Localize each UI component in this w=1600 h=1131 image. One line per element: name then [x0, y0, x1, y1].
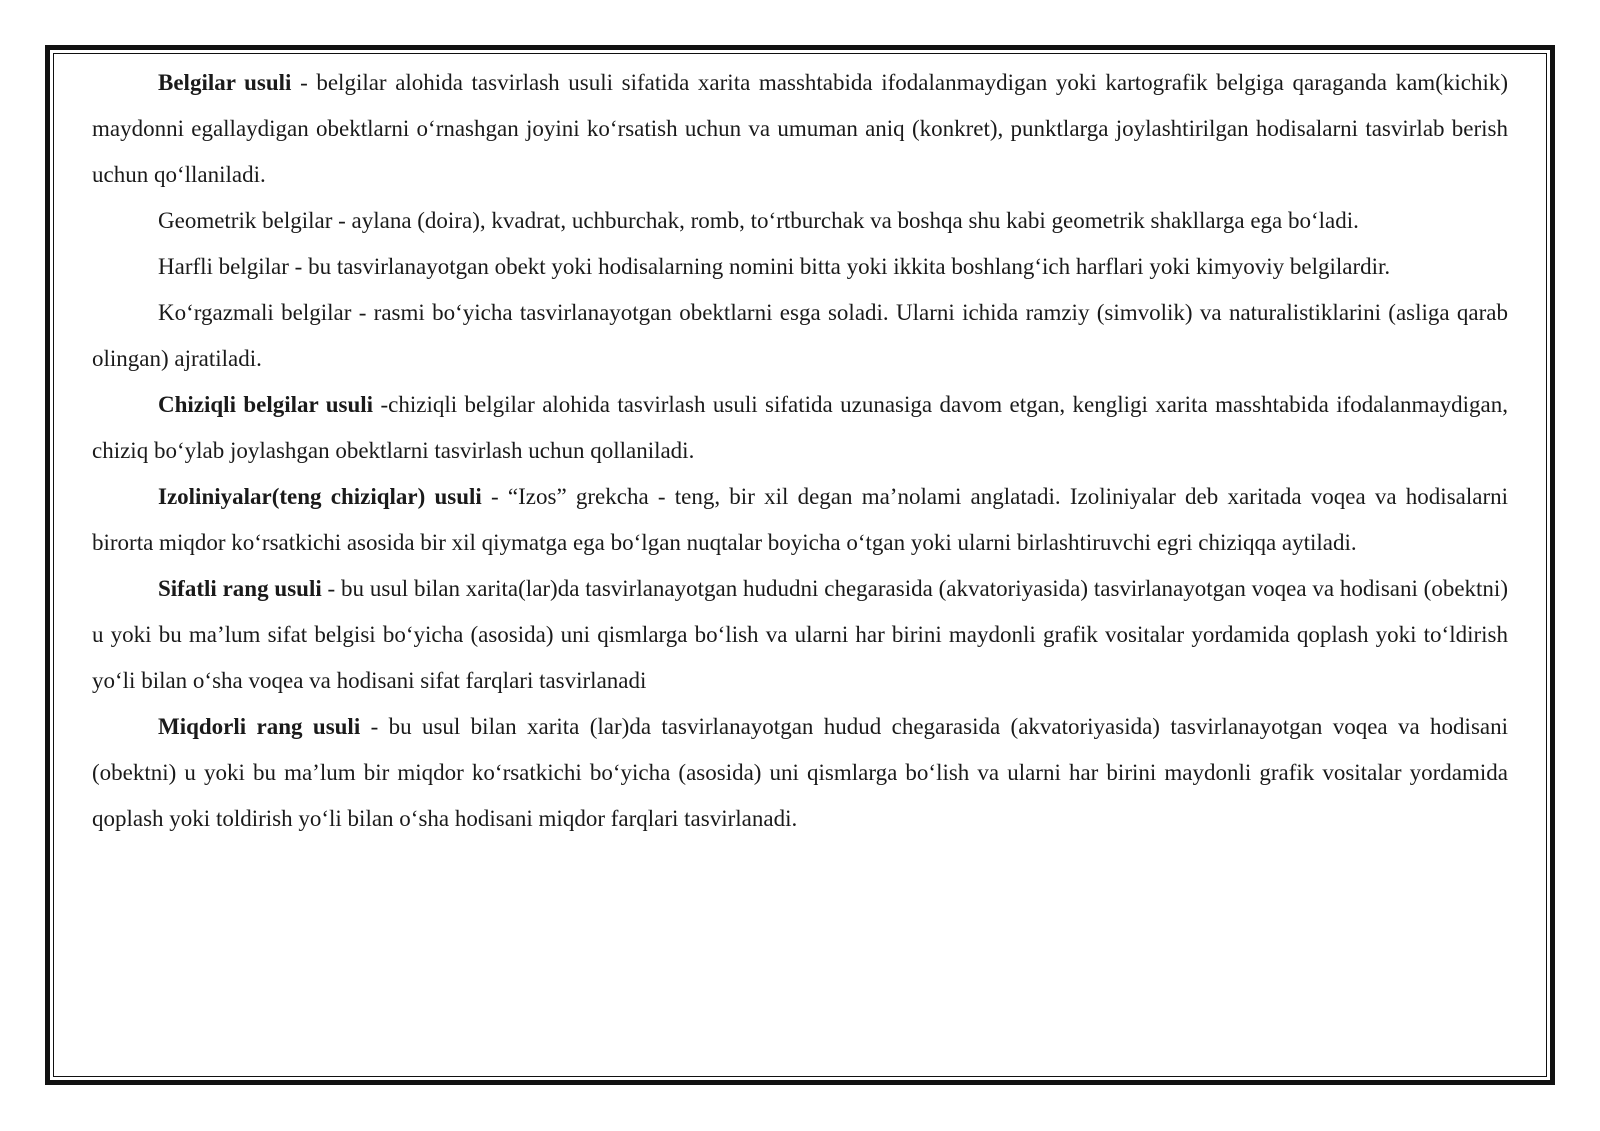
paragraph-text: - bu usul bilan xarita (lar)da tasvirlanayotgan hudud chegarasida (akvatoriyasida) tasvirlanayotgan voqea va hodisani (obektni) u yoki bu ma’lum bir miqdor ko‘rsatkichi bo‘yicha (asosida) uni qismlarga bo‘lish va ularni har birini maydonli grafik vositalar yordamida qoplash yoki toldirish yo‘li bilan o‘sha hodisani miqdor farqlari tasvirlanadi. [92, 714, 1508, 831]
document-body [92, 60, 1508, 842]
paragraph-text: Ko‘rgazmali belgilar - rasmi bo‘yicha tasvirlanayotgan obektlarni esga soladi. Ularni ichida ramziy (simvolik) va naturalistiklarini (asliga qarab olingan) ajratiladi. [92, 300, 1508, 371]
paragraph-chiziqli-belgilar-usuli [92, 382, 1508, 474]
paragraph-miqdorli-rang-usuli [92, 704, 1508, 842]
term-heading: Chiziqli belgilar usuli [158, 392, 374, 417]
term-heading: Sifatli rang usuli [158, 576, 322, 601]
paragraph-korgazmali-belgilar [92, 290, 1508, 382]
term-heading: Izoliniyalar(teng chiziqlar) usuli [158, 484, 482, 509]
paragraph-text: - bu usul bilan xarita(lar)da tasvirlanayotgan hududni chegarasida (akvatoriyasida) tasvirlanayotgan voqea va hodisani (obektni) u yoki bu ma’lum sifat belgisi bo‘yicha (asosida) uni qismlarga bo‘lish va ularni har birini maydonli grafik vositalar yordamida qoplash yoki to‘ldirish yo‘li bilan o‘sha voqea va hodisani sifat farqlari tasvirlanadi [92, 576, 1508, 693]
paragraph-sifatli-rang-usuli [92, 566, 1508, 704]
paragraph-text: Geometrik belgilar - aylana (doira), kvadrat, uchburchak, romb, to‘rtburchak va boshqa shu kabi geometrik shakllarga ega bo‘ladi. [158, 208, 1359, 233]
paragraph-text: - “Izos” grekcha - teng, bir xil degan ma’nolami anglatadi. Izoliniyalar deb xaritada voqea va hodisalarni birorta miqdor ko‘rsatkichi asosida bir xil qiymatga ega bo‘lgan nuqtalar boyicha o‘tgan yoki ularni birlashtiruvchi egri chiziqqa aytiladi. [92, 484, 1509, 555]
paragraph-text: Harfli belgilar - bu tasvirlanayotgan obekt yoki hodisalarning nomini bitta yoki ikkita boshlang‘ich harflari yoki kimyoviy belgilardir. [158, 254, 1391, 279]
paragraph-text: -chiziqli belgilar alohida tasvirlash usuli sifatida uzunasiga davom etgan, kengligi xarita masshtabida ifodalanmaydigan, chiziq bo‘ylab joylashgan obektlarni tasvirlash uchun qollaniladi. [92, 392, 1508, 463]
paragraph-geometrik-belgilar [92, 198, 1508, 244]
term-heading: Belgilar usuli [158, 70, 292, 95]
paragraph-izoliniyalar-usuli [92, 474, 1508, 566]
term-heading: Miqdorli rang usuli [158, 714, 361, 739]
paragraph-text: - belgilar alohida tasvirlash usuli sifatida xarita masshtabida ifodalanmaydigan yoki kartografik belgiga qaraganda kam(kichik) maydonni egallaydigan obektlarni o‘rnashgan joyini ko‘rsatish uchun va umuman aniq (konkret), punktlarga joylashtirilgan hodisalarni tasvirlab berish uchun qo‘llaniladi. [92, 70, 1509, 187]
paragraph-harfli-belgilar [92, 244, 1508, 290]
paragraph-belgilar-usuli [92, 60, 1508, 198]
